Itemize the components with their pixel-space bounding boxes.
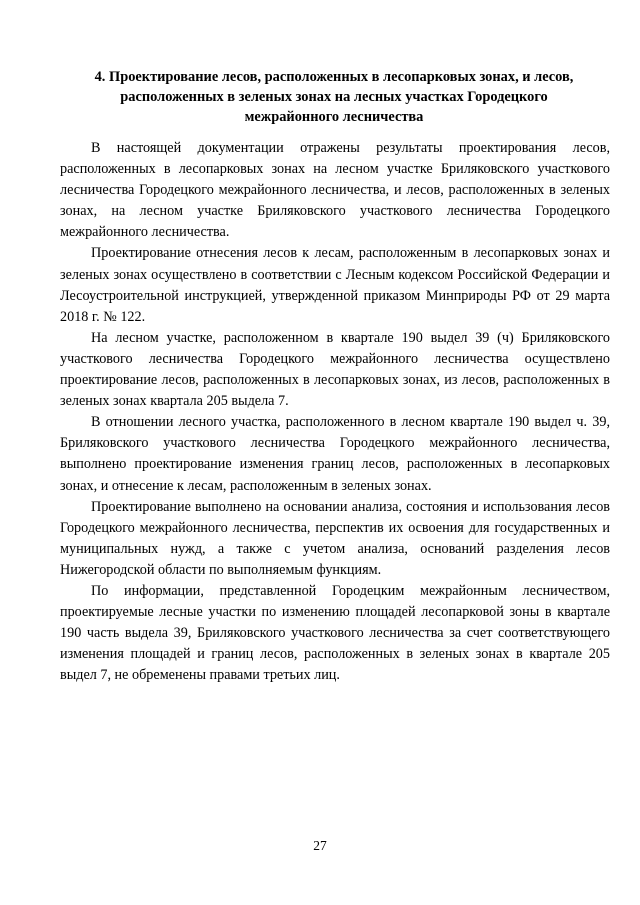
paragraph: По информации, представленной Городецким межрайонным лесничеством, проектируемые лесные участки по изменению площадей лесопарковой зоны в квартале 190 часть выдела 39, Бриляковского участкового лесничества за счет соответствующего изменения площадей и границ лесов, расположенных в зеленых зонах в квартале 205 выдел 7, не обременены правами третьих лиц.	[60, 582, 610, 684]
paragraph: Проектирование отнесения лесов к лесам, расположенным в лесопарковых зонах и зеленых зонах осуществлено в соответствии с Лесным кодексом Российской Федерации и Лесоустроительной инструкцией, утвержденной приказом Минприроды РФ от 29 марта 2018 г. № 122.	[60, 245, 610, 325]
heading-line: 4. Проектирование лесов, расположенных в лесопарковых зонах, и лесов,	[94, 69, 574, 85]
heading-line: межрайонного лесничества	[244, 109, 424, 125]
page-number: 27	[313, 838, 327, 853]
body-text	[60, 138, 610, 686]
paragraph: Проектирование выполнено на основании анализа, состояния и использования лесов Городецкого межрайонного лесничества, перспектив их освоения для государственных и муниципальных нужд, а также с учетом анализа, оснований разделения лесов Нижегородской области по выполняемым функциям.	[60, 498, 610, 578]
paragraph: В отношении лесного участка, расположенного в лесном квартале 190 выдел ч. 39, Бриляковского участкового лесничества Городецкого межрайонного лесничества, выполнено проектирование изменения границ лесов, расположенных в лесопарковых зонах, и отнесение к лесам, расположенным в зеленых зонах.	[60, 414, 610, 494]
heading-line: расположенных в зеленых зонах на лесных участках Городецкого	[120, 89, 548, 105]
section-heading	[60, 67, 608, 127]
paragraph: В настоящей документации отражены результаты проектирования лесов, расположенных в лесопарковых зонах на лесном участке Бриляковского участкового лесничества Городецкого межрайонного лесничества, и лесов, расположенных в зеленых зонах, на лесном участке Бриляковского участкового лесничества Городецкого межрайонного лесничества.	[60, 140, 610, 241]
paragraph: На лесном участке, расположенном в квартале 190 выдел 39 (ч) Бриляковского участкового лесничества Городецкого межрайонного лесничества осуществлено проектирование лесов, расположенных в лесопарковых зонах, из лесов, расположенных в зеленых зонах квартала 205 выдела 7.	[60, 329, 610, 410]
